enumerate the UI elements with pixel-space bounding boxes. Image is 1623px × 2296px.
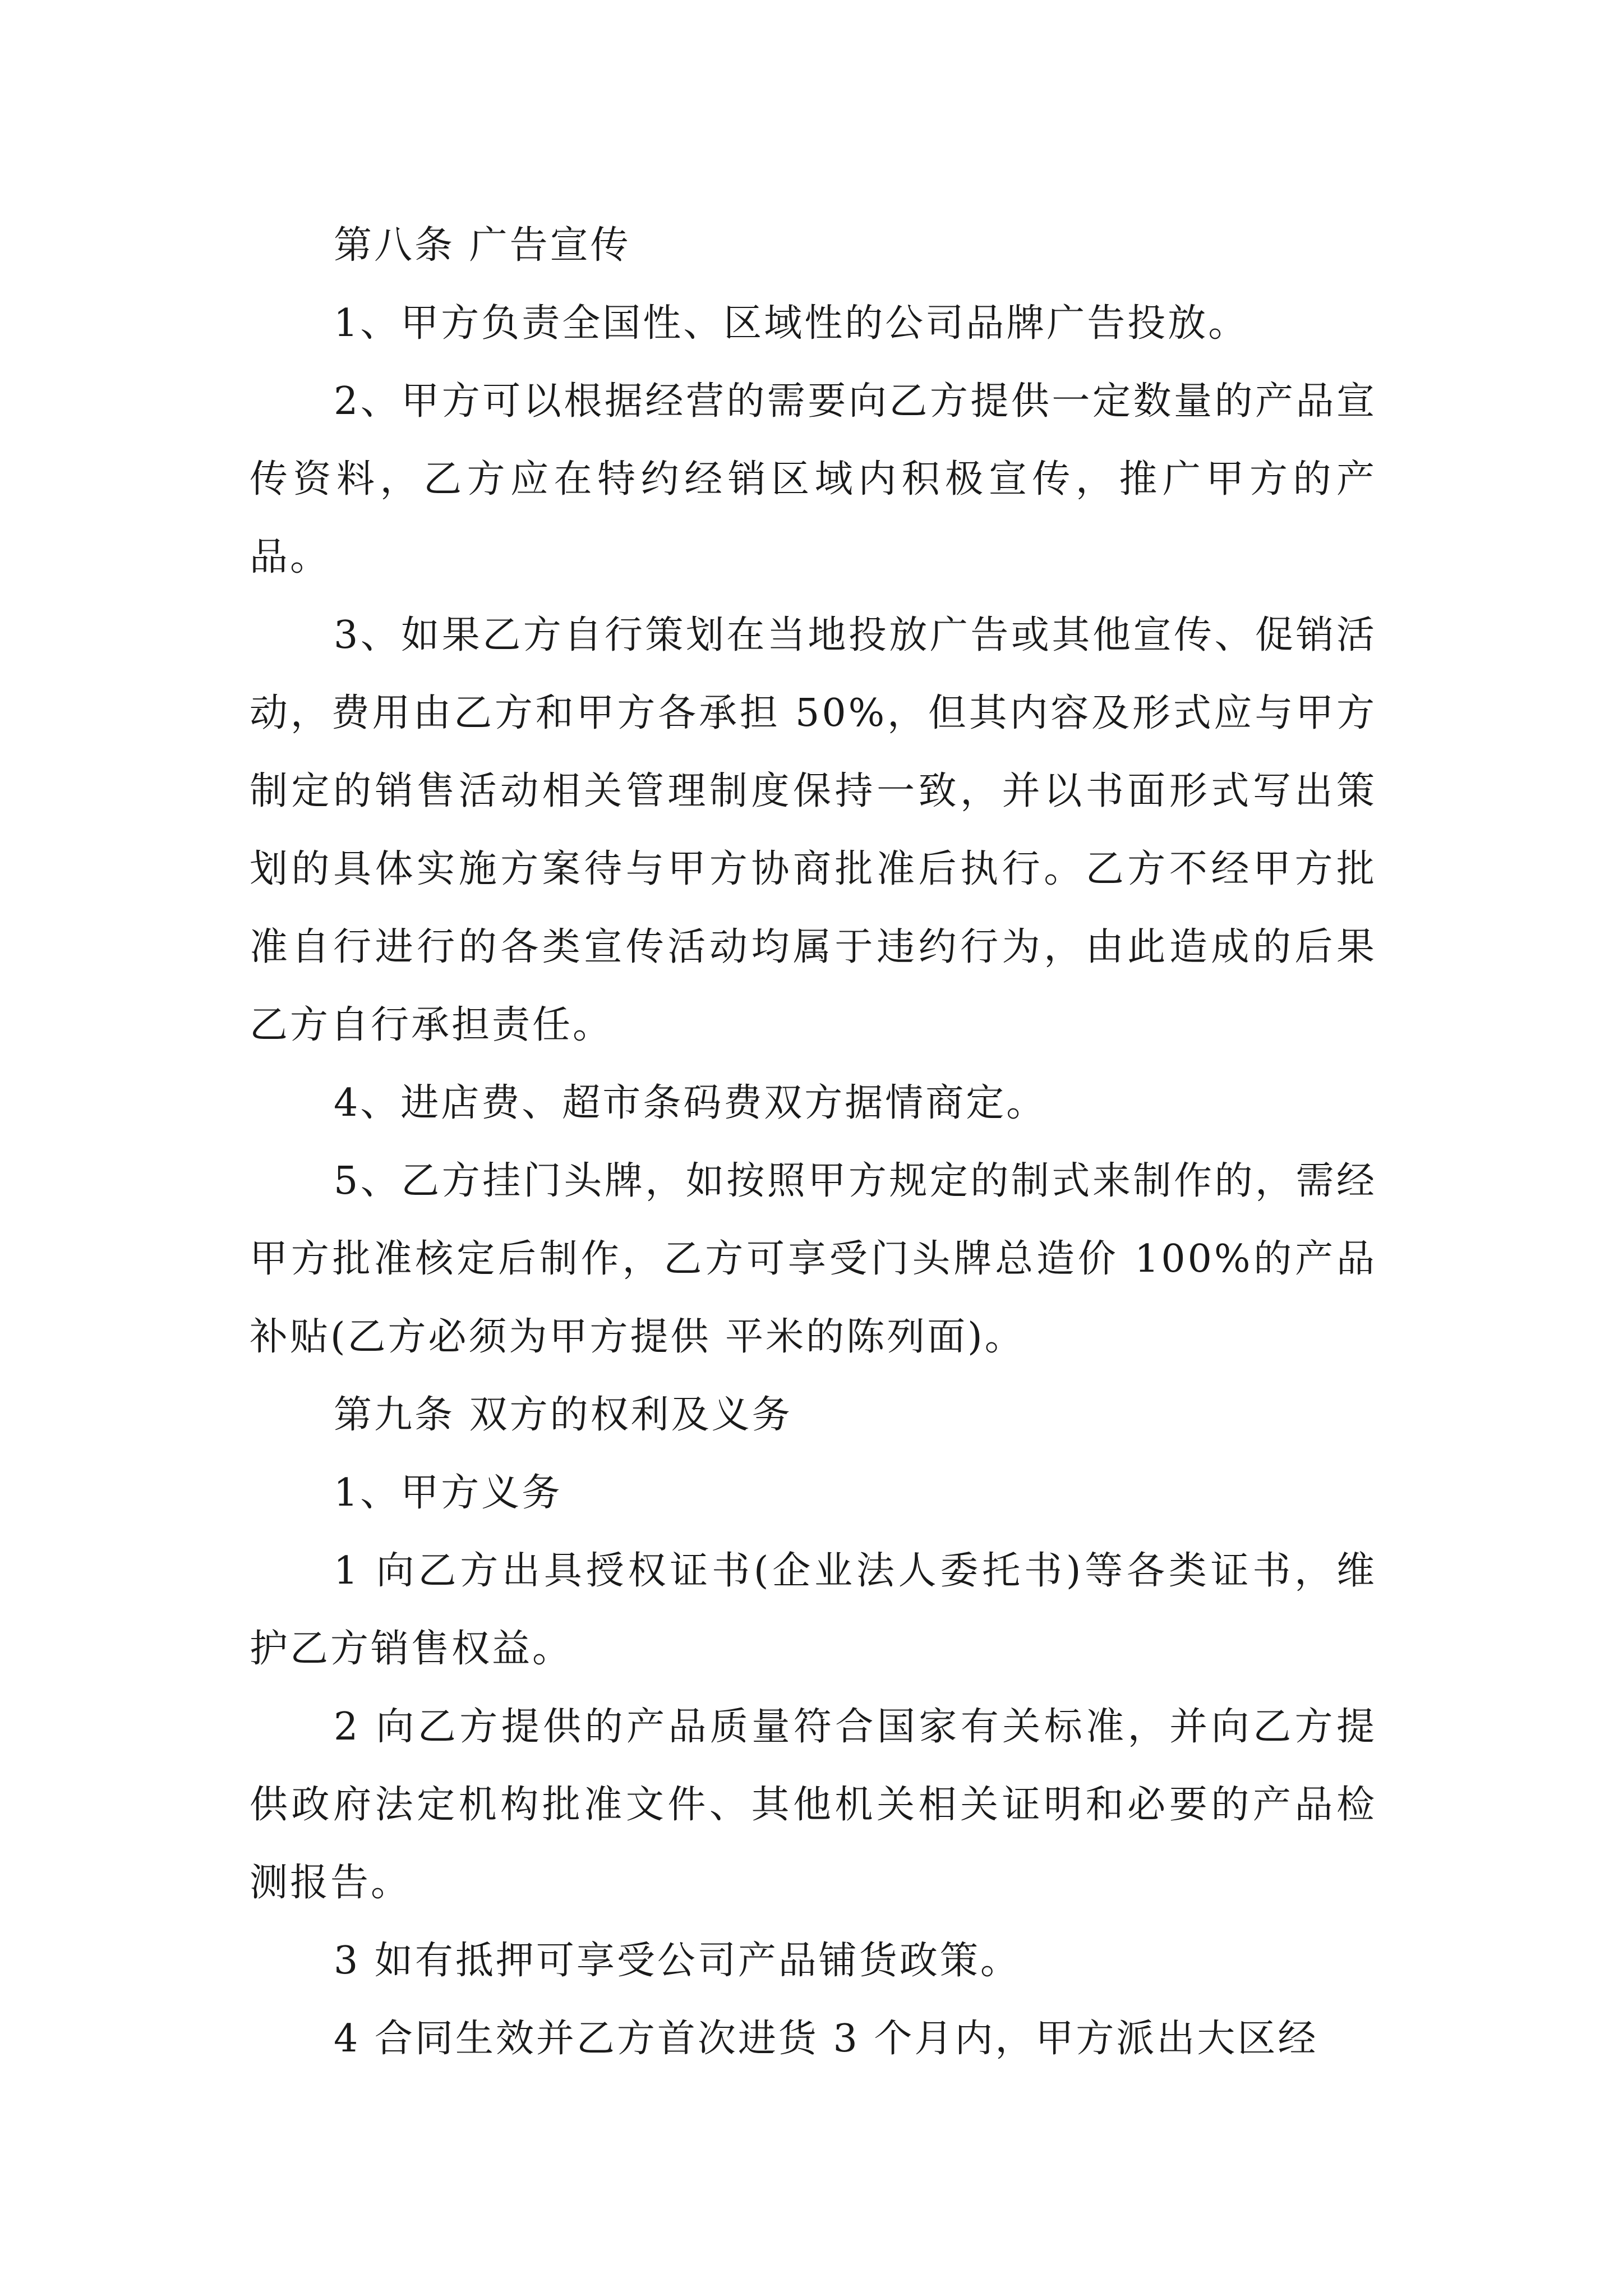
paragraph-8-1: 1、甲方负责全国性、区域性的公司品牌广告投放。 [334,301,1249,346]
paragraph-8-4: 4、进店费、超市条码费双方据情商定。 [334,1081,1047,1125]
paragraph-8-2: 2、甲方可以根据经营的需要向乙方提供一定数量的产品宣传资料，乙方应在特约经销区域内积极宣传，推广甲方的产品。 [250,379,1377,579]
section-heading-article-9: 第九条 双方的权利及义务 [334,1393,792,1437]
subheading-party-a-obligations: 1、甲方义务 [334,1471,562,1515]
document-body [250,206,1377,2078]
paragraph-9-1-4: 4 合同生效并乙方首次进货 3 个月内，甲方派出大区经 [334,2017,1318,2061]
paragraph-9-1-2: 2 向乙方提供的产品质量符合国家有关标准，并向乙方提供政府法定机构批准文件、其他机关相关证明和必要的产品检测报告。 [250,1705,1377,1905]
section-heading-article-8: 第八条 广告宣传 [334,223,631,268]
paragraph-9-1-1: 1 向乙方出具授权证书(企业法人委托书)等各类证书，维护乙方销售权益。 [250,1549,1377,1671]
paragraph-8-3: 3、如果乙方自行策划在当地投放广告或其他宣传、促销活动，费用由乙方和甲方各承担 50%，但其内容及形式应与甲方制定的销售活动相关管理制度保持一致，并以书面形式写出策划的具体实施方案待与甲方协商批准后执行。乙方不经甲方批准自行进行的各类宣传活动均属于违约行为，由此造成的后果乙方自行承担责任。 [250,613,1377,1047]
paragraph-8-5: 5、乙方挂门头牌，如按照甲方规定的制式来制作的，需经甲方批准核定后制作，乙方可享受门头牌总造价 100%的产品补贴(乙方必须为甲方提供 平米的陈列面)。 [250,1159,1377,1359]
paragraph-9-1-3: 3 如有抵押可享受公司产品铺货政策。 [334,1939,1021,1983]
